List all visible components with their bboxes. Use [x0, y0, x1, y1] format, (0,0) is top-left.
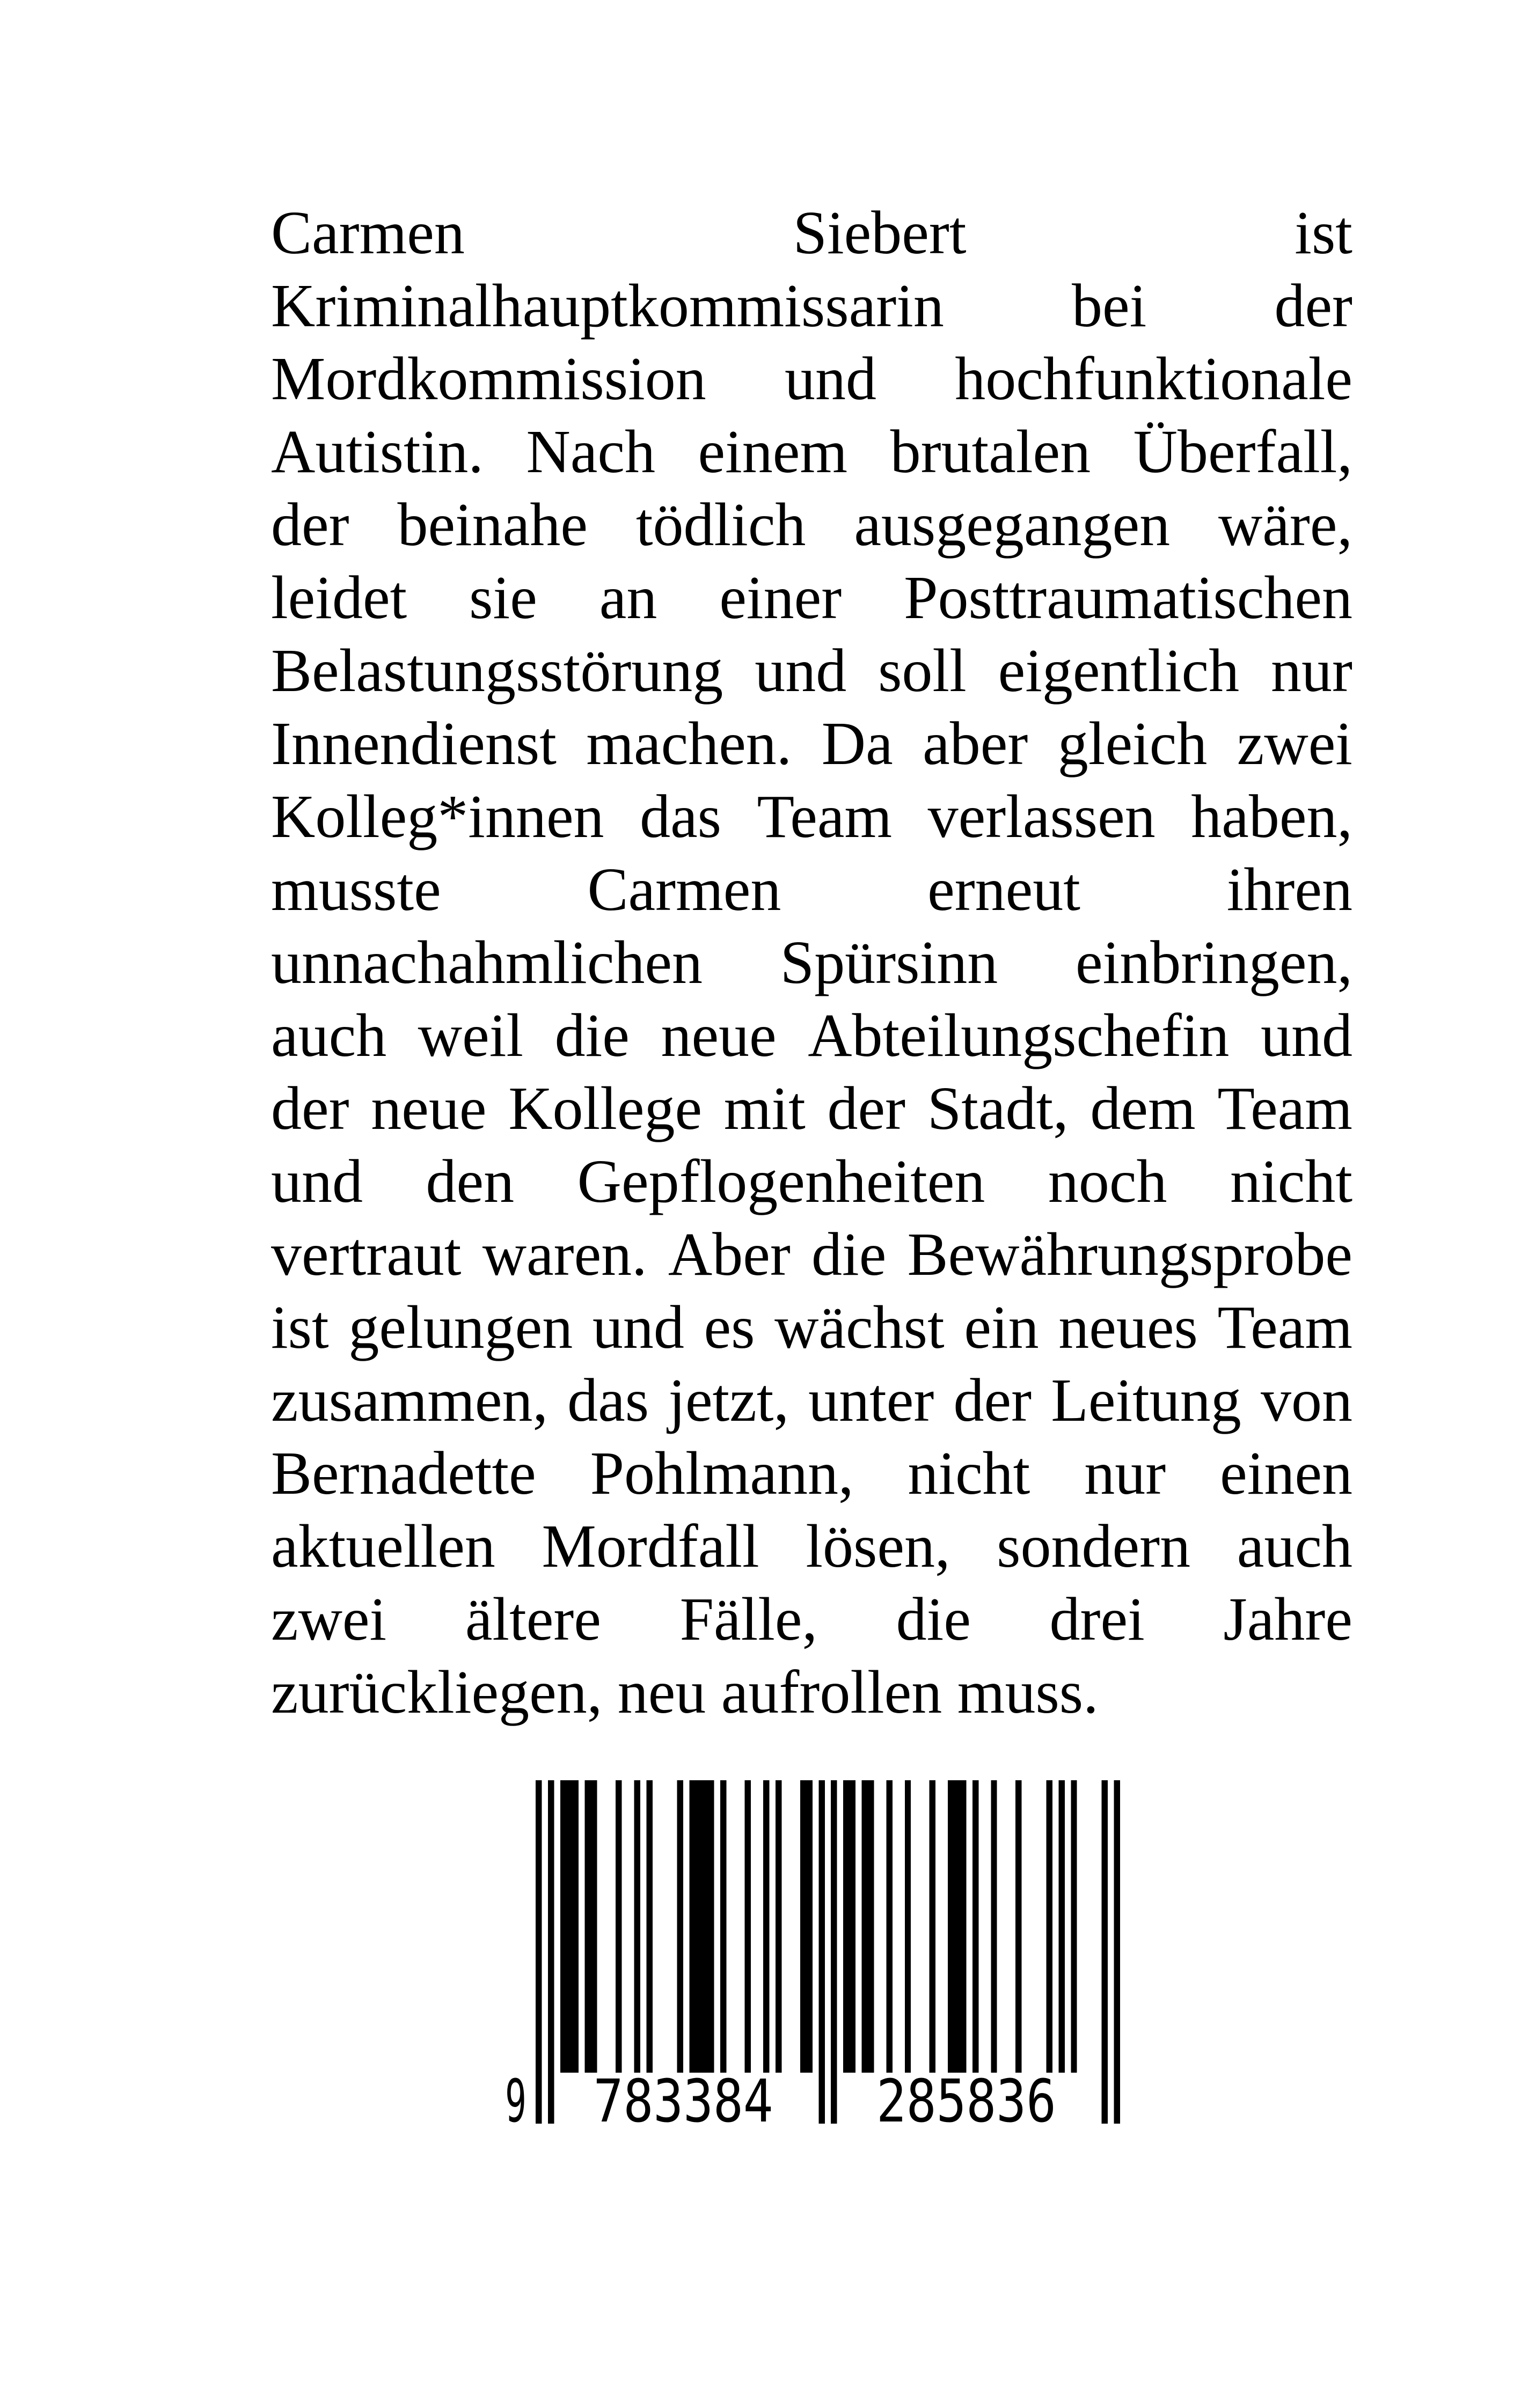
blurb-line — [271, 1437, 1352, 1510]
blurb-word: erneut — [927, 855, 1080, 923]
barcode-bar — [905, 1780, 911, 2073]
blurb-word: einem — [698, 417, 848, 486]
blurb-word: mit — [723, 1074, 806, 1142]
blurb-word: weil — [418, 1001, 524, 1069]
blurb-word: der — [1274, 271, 1352, 340]
blurb-line — [271, 634, 1352, 707]
blurb-line — [271, 1583, 1352, 1656]
blurb-word: verlassen — [927, 782, 1156, 850]
barcode-guard-bar — [1114, 1780, 1120, 2124]
blurb-word: beinahe — [397, 490, 588, 559]
blurb-word: die — [554, 1001, 630, 1069]
blurb-word: jetzt, — [668, 1366, 789, 1434]
blurb-word: Siebert — [793, 199, 967, 267]
blurb-word: noch — [1048, 1147, 1167, 1215]
blurb-word: neue — [661, 1001, 777, 1069]
blurb-line — [271, 1510, 1352, 1583]
blurb-word: auch — [271, 1001, 387, 1069]
ean13-barcode-graphic — [498, 1780, 1128, 2134]
blurb-word: wächst — [774, 1293, 945, 1361]
blurb-line — [271, 926, 1352, 999]
blurb-word: lösen, — [806, 1512, 950, 1580]
blurb-word: und — [784, 344, 876, 413]
blurb-word: Mordkommission — [271, 344, 706, 413]
isbn-barcode — [498, 1780, 1128, 2134]
blurb-line — [271, 1364, 1352, 1437]
blurb-word: Nach — [526, 417, 655, 486]
blurb-word: unter — [808, 1366, 934, 1434]
blurb-line — [271, 853, 1352, 926]
blurb-line — [271, 1218, 1352, 1291]
blurb-word: Carmen — [271, 199, 465, 267]
blurb-word: Bernadette — [271, 1439, 536, 1507]
blurb-word: und — [1260, 1001, 1352, 1069]
blurb-word: das — [640, 782, 722, 850]
barcode-bar — [616, 1780, 621, 2073]
barcode-bar — [677, 1780, 683, 2073]
barcode-digits-right: 285836 — [876, 2067, 1056, 2134]
barcode-bar — [1058, 1780, 1064, 2073]
blurb-word: bei — [1072, 271, 1147, 340]
blurb-word: es — [704, 1293, 755, 1361]
blurb-word: hochfunktionale — [955, 344, 1352, 413]
blurb-word: Team — [1217, 1074, 1352, 1142]
blurb-word: von — [1260, 1366, 1352, 1434]
blurb-word: eigentlich — [998, 636, 1240, 704]
blurb-word: die — [811, 1220, 887, 1288]
blurb-word: nur — [1271, 636, 1352, 704]
blurb-word: leidet — [271, 563, 407, 632]
blurb-word: und — [271, 1147, 363, 1215]
blurb-word: nur — [1084, 1439, 1166, 1507]
barcode-bar — [930, 1780, 935, 2073]
blurb-word: Da — [821, 709, 893, 777]
blurb-word: ihren — [1226, 855, 1352, 923]
blurb-word: und — [592, 1293, 684, 1361]
blurb-line — [271, 780, 1352, 853]
blurb-word: Bewährungsprobe — [907, 1220, 1352, 1288]
blurb-word: einen — [1220, 1439, 1352, 1507]
barcode-guard-bar — [536, 1780, 542, 2124]
blurb-word: der — [827, 1074, 906, 1142]
blurb-word: einer — [719, 563, 842, 632]
blurb-word: die — [896, 1585, 971, 1653]
blurb-word: Autistin. — [271, 417, 484, 486]
blurb-line: zurückliegen, neu aufrollen muss. — [271, 1658, 1099, 1726]
blurb-word: gelungen — [348, 1293, 573, 1361]
barcode-bar — [745, 1780, 751, 2073]
blurb-word: Kriminalhauptkommissarin — [271, 271, 944, 340]
barcode-bar — [1046, 1780, 1052, 2073]
blurb-word: neue — [371, 1074, 487, 1142]
blurb-word: Team — [757, 782, 893, 850]
blurb-word: den — [426, 1147, 515, 1215]
blurb-word: zusammen, — [271, 1366, 549, 1434]
blurb-word: ist — [1295, 199, 1352, 267]
blurb-word: Carmen — [587, 855, 781, 923]
blurb-word: unnachahmlichen — [271, 928, 703, 996]
blurb-line — [271, 269, 1352, 342]
barcode-bar — [634, 1780, 640, 2073]
blurb-word: Spürsinn — [780, 928, 998, 996]
blurb-word: und — [755, 636, 847, 704]
barcode-guard-bar — [818, 1780, 824, 2124]
barcode-bar — [843, 1780, 855, 2073]
barcode-bar — [948, 1780, 966, 2073]
barcode-digits-left: 783384 — [593, 2067, 773, 2134]
blurb-word: ältere — [465, 1585, 601, 1653]
blurb-word: wäre, — [1218, 490, 1352, 559]
barcode-bar — [991, 1780, 997, 2073]
blurb-text — [271, 196, 1352, 1729]
blurb-word: vertraut — [271, 1220, 462, 1288]
blurb-word: sie — [469, 563, 537, 632]
blurb-word: Stadt, — [927, 1074, 1069, 1142]
barcode-bar — [800, 1780, 813, 2073]
barcode-bar — [720, 1780, 726, 2073]
blurb-word: soll — [878, 636, 967, 704]
blurb-word: Innendienst — [271, 709, 557, 777]
blurb-word: ist — [271, 1293, 329, 1361]
blurb-word: ausgegangen — [854, 490, 1171, 559]
blurb-word: der — [953, 1366, 1032, 1434]
blurb-line — [271, 999, 1352, 1072]
blurb-word: Belastungsstörung — [271, 636, 723, 704]
blurb-word: der — [271, 1074, 349, 1142]
blurb-word: dem — [1090, 1074, 1196, 1142]
blurb-word: ein — [964, 1293, 1039, 1361]
blurb-word: Fälle, — [679, 1585, 818, 1653]
blurb-line — [271, 561, 1352, 634]
blurb-word: Jahre — [1223, 1585, 1352, 1653]
blurb-line — [271, 1145, 1352, 1218]
blurb-line — [271, 196, 1352, 269]
blurb-word: Gepflogenheiten — [577, 1147, 985, 1215]
barcode-bar — [886, 1780, 892, 2073]
blurb-word: auch — [1237, 1512, 1352, 1580]
blurb-word: gleich — [1057, 709, 1208, 777]
barcode-bar — [1071, 1780, 1077, 2073]
blurb-line — [271, 342, 1352, 415]
blurb-word: brutalen — [890, 417, 1091, 486]
blurb-word: der — [271, 490, 349, 559]
barcode-bar — [862, 1780, 874, 2073]
blurb-line — [271, 1291, 1352, 1364]
barcode-bar — [646, 1780, 652, 2073]
barcode-bar — [690, 1780, 714, 2073]
barcode-bar — [1015, 1780, 1021, 2073]
blurb-word: Leitung — [1051, 1366, 1241, 1434]
blurb-word: Team — [1217, 1293, 1352, 1361]
barcode-guard-bar — [1102, 1780, 1108, 2124]
barcode-bar — [560, 1780, 579, 2073]
blurb-word: musste — [271, 855, 441, 923]
blurb-word: Posttraumatischen — [904, 563, 1352, 632]
blurb-word: waren. — [482, 1220, 647, 1288]
blurb-line — [271, 707, 1352, 780]
blurb-word: Kolleg*innen — [271, 782, 604, 850]
blurb-line — [271, 1072, 1352, 1145]
blurb-word: nicht — [908, 1439, 1030, 1507]
blurb-word: das — [567, 1366, 649, 1434]
blurb-word: nicht — [1230, 1147, 1352, 1215]
blurb-word: sondern — [997, 1512, 1191, 1580]
blurb-word: Überfall, — [1133, 417, 1352, 486]
blurb-word: drei — [1049, 1585, 1145, 1653]
barcode-bar — [972, 1780, 978, 2073]
blurb-line — [271, 415, 1352, 488]
blurb-word: an — [599, 563, 657, 632]
barcode-bar — [776, 1780, 781, 2073]
barcode-bar — [585, 1780, 597, 2073]
barcode-digit-prefix: 9 — [505, 2067, 526, 2134]
barcode-guard-bar — [548, 1780, 554, 2124]
blurb-line — [271, 488, 1352, 561]
blurb-word: aber — [923, 709, 1028, 777]
blurb-word: einbringen, — [1075, 928, 1352, 996]
blurb-word: Kollege — [508, 1074, 703, 1142]
blurb-word: Pohlmann, — [590, 1439, 854, 1507]
barcode-bar — [763, 1780, 769, 2073]
blurb-word: Abteilungschefin — [808, 1001, 1230, 1069]
blurb-word: Aber — [668, 1220, 791, 1288]
blurb-word: aktuellen — [271, 1512, 495, 1580]
barcode-guard-bar — [831, 1780, 837, 2124]
blurb-word: neues — [1058, 1293, 1198, 1361]
blurb-word: tödlich — [635, 490, 806, 559]
blurb-word: Mordfall — [542, 1512, 759, 1580]
blurb-word: machen. — [586, 709, 792, 777]
blurb-word: zwei — [271, 1585, 387, 1653]
blurb-word: zwei — [1237, 709, 1352, 777]
blurb-word: haben, — [1191, 782, 1352, 850]
